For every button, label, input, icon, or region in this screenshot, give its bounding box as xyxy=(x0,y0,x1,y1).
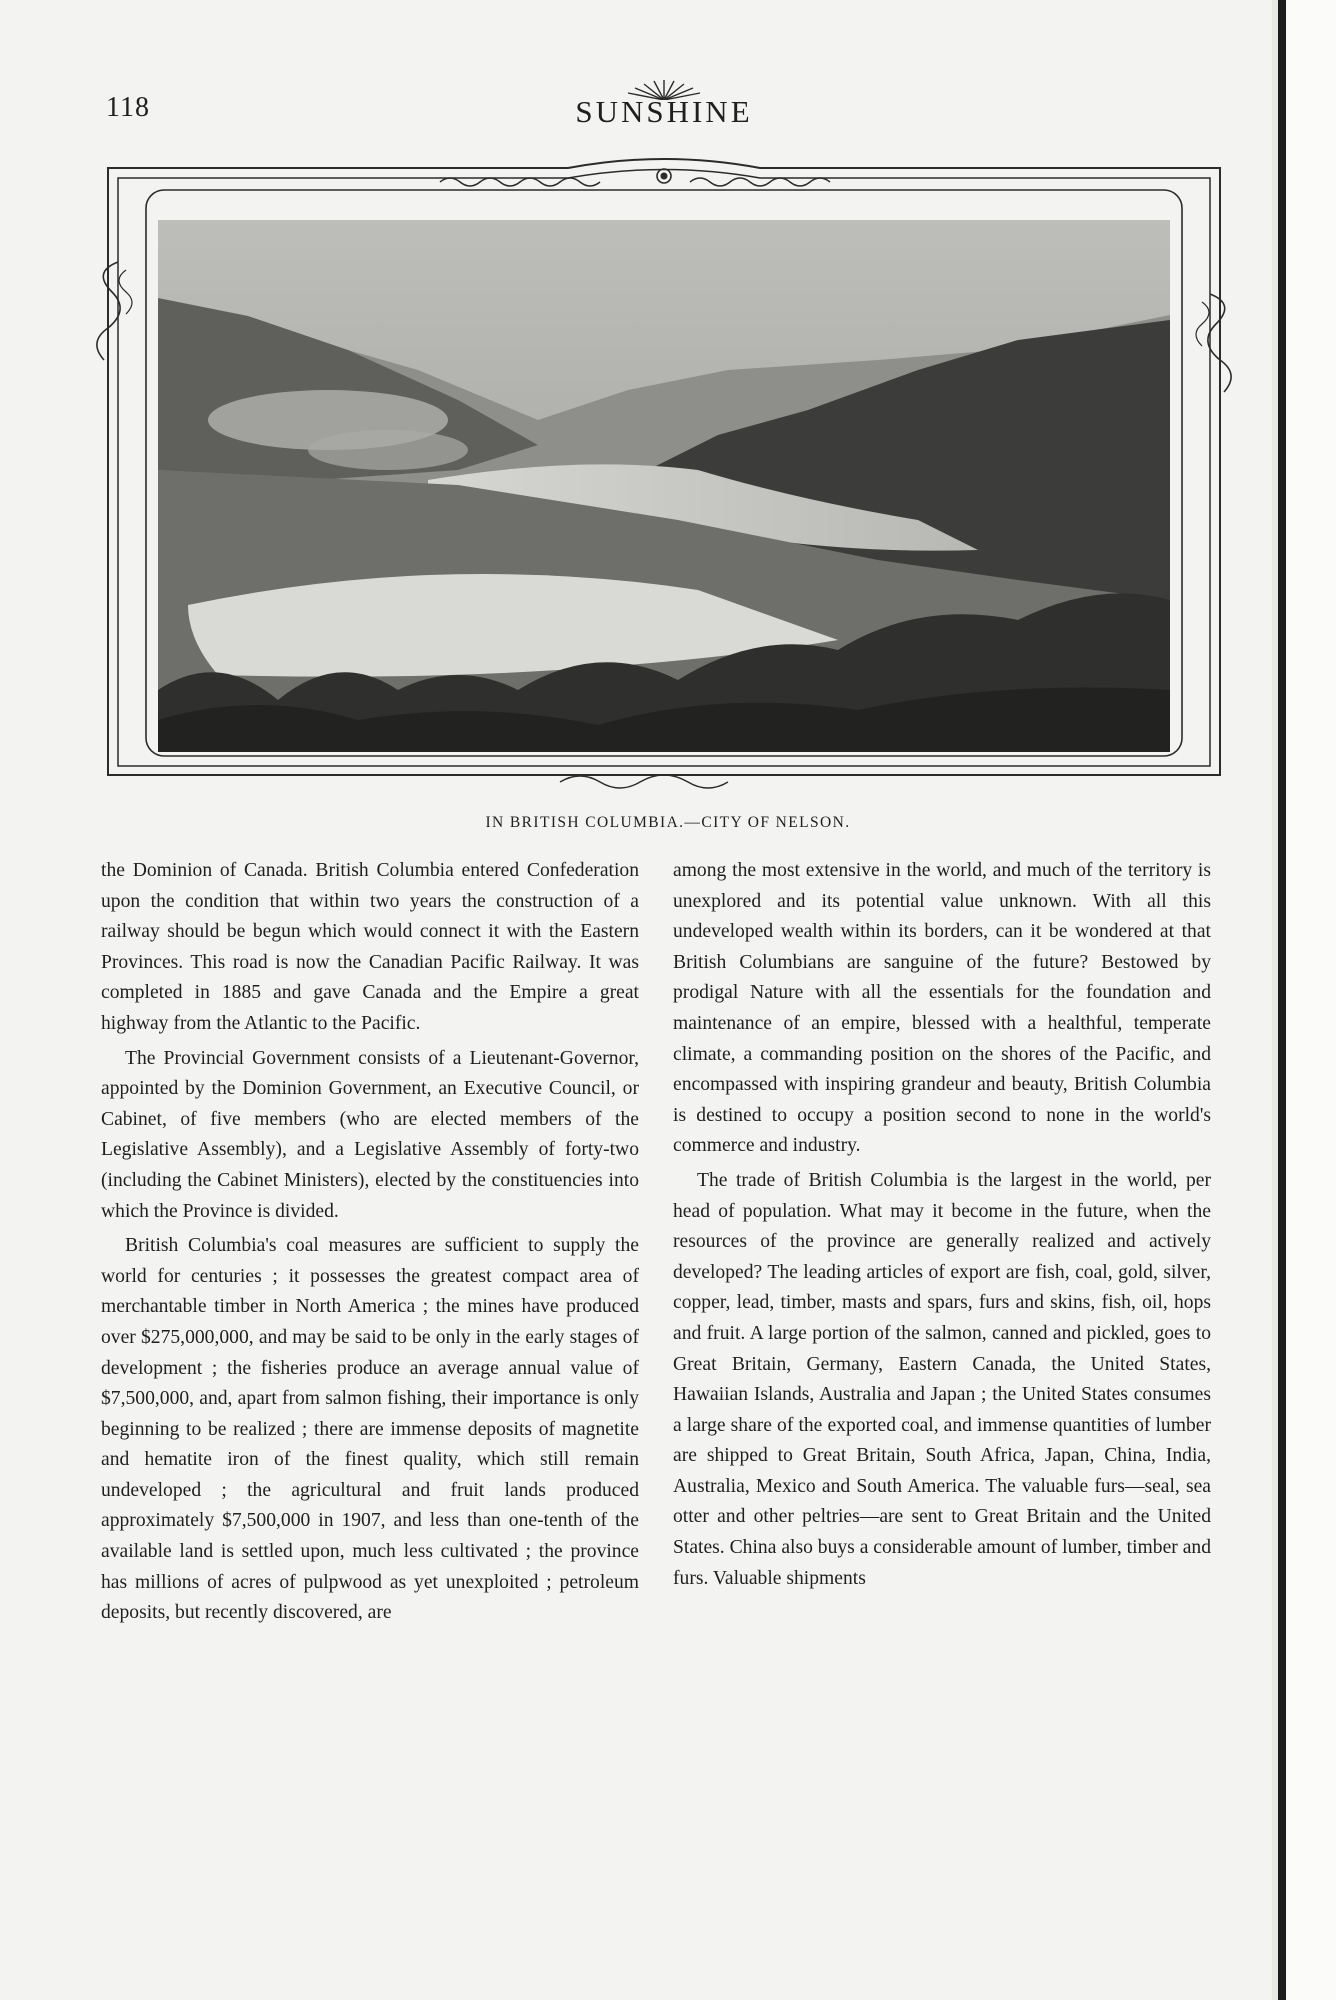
binding-rule xyxy=(1278,0,1286,2000)
magazine-title: SUNSHINE xyxy=(575,94,753,129)
adjacent-page-edge xyxy=(1278,0,1336,2000)
text-column-right xyxy=(673,856,1211,1594)
paragraph: The trade of British Columbia is the largest in the world, per head of population. What may it become in the future, when the resources of the province are generally realized and actively developed? The leading articles of export are fish, coal, gold, silver, copper, lead, timber, masts and spars, furs and skins, fish, oil, hops and fruit. A large portion of the salmon, canned and pickled, goes to Great Britain, Germany, Eastern Canada, the United States, Hawaiian Islands, Australia and Japan ; the United States consumes a large share of the exported coal, and immense quantities of lumber are shipped to Great Britain, South Africa, Japan, China, India, Australia, Mexico and South America. The valuable furs—seal, sea otter and other peltries—are sent to Great Britain and the United States. China also buys a considerable amount of lumber, timber and furs. Valuable shipments xyxy=(673,1169,1211,1589)
paragraph: among the most extensive in the world, and much of the territory is unexplored and its potential value unknown. With all this undeveloped wealth within its borders, can it be wondered at that British Columbians are sanguine of the future? Bestowed by prodigal Nature with all the essentials for the foundation and maintenance of an empire, blessed with a healthful, temperate climate, a commanding position on the shores of the Pacific, and encompassed with inspiring grandeur and beauty, British Columbia is destined to occupy a position second to none in the world's commerce and industry. xyxy=(673,860,1211,1157)
photo-caption: IN BRITISH COLUMBIA.—CITY OF NELSON. xyxy=(485,814,851,831)
paragraph: the Dominion of Canada. British Columbia entered Confederation upon the condition that within two years the construction of a railway should be begun which would connect it with the Eastern Provinces. This road is now the Canadian Pacific Railway. It was completed in 1885 and gave Canada and the Empire a great highway from the Atlantic to the Pacific. xyxy=(101,860,639,1034)
photograph-city-of-nelson xyxy=(158,220,1170,752)
text-column-left xyxy=(101,856,639,1629)
paragraph: British Columbia's coal measures are sufficient to supply the world for centuries ; it possesses the greatest compact area of merchantable timber in North America ; the mines have produced over $275,000,000, and may be said to be only in the early stages of development ; the fisheries produce an average annual value of $7,500,000, and, apart from salmon fishing, their importance is only beginning to be realized ; there are immense deposits of magnetite and hematite iron of the finest quality, which still remain undeveloped ; the agricultural and fruit lands produced approximately $7,500,000 in 1907, and less than one-tenth of the available land is settled upon, much less cultivated ; the province has millions of acres of pulpwood as yet unexploited ; petroleum deposits, but recently discovered, are xyxy=(101,1235,639,1624)
page-number: 118 xyxy=(106,92,150,123)
paragraph: The Provincial Government consists of a Lieutenant-Governor, appointed by the Dominion Government, an Executive Council, or Cabinet, of five members (who are elected members of the Legislative Assembly), and a Legislative Assembly of forty-two (including the Cabinet Ministers), elected by the constituencies into which the Province is divided. xyxy=(101,1047,639,1222)
